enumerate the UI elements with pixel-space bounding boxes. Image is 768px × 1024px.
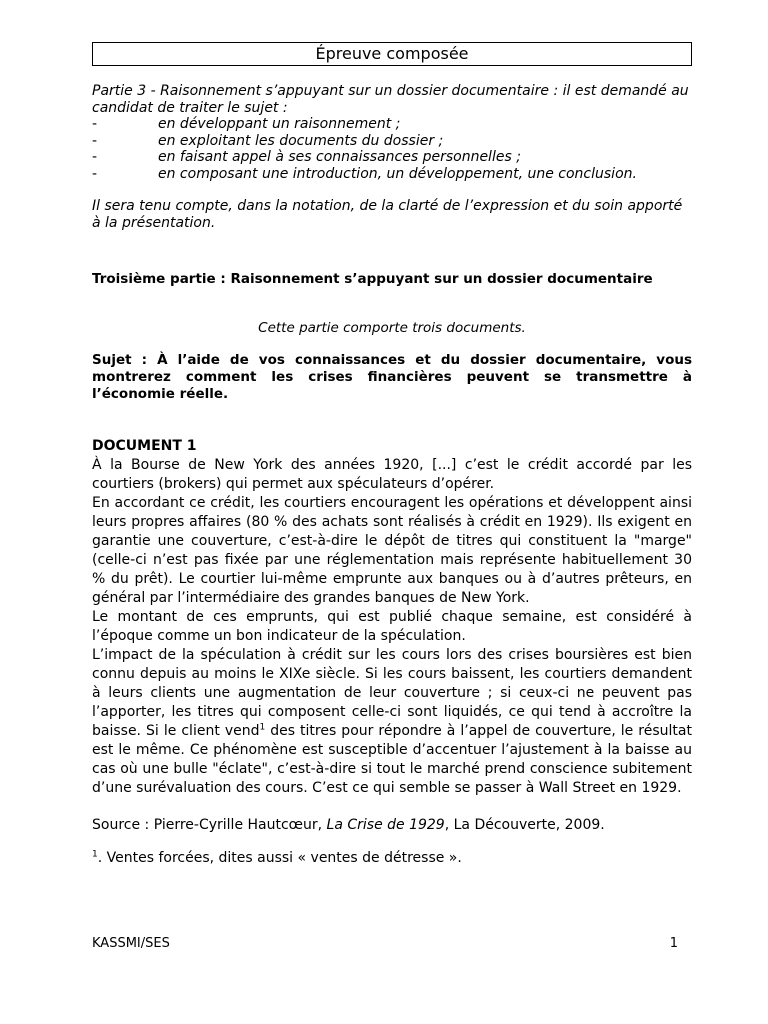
footnote: $^1$. Ventes forcées, dites aussi « ventes de détresse ». [92, 849, 462, 866]
list-item: - en composant une introduction, un développement, une conclusion. [92, 165, 637, 182]
document-1 [92, 437, 692, 868]
page-number: 1 [669, 936, 678, 951]
instructions-list [92, 116, 692, 182]
footnote-ref: 1 [259, 722, 266, 733]
instructions [92, 83, 692, 231]
source-title: La Crise de 1929 [326, 817, 445, 833]
page-content [92, 42, 692, 868]
footer-author: KASSMI/SES [92, 936, 170, 951]
paragraph: En accordant ce crédit, les courtiers encouragent les opérations et développent ainsi leurs propres affaires (80 % des achats sont réalisés à crédit en 1929). Ils exigent en garantie une couverture, c’est-à-dire le dépôt de titres qui constituent la "marge" (celle-ci n’est pas fixée par une réglementation mais représente habituellement 30 % du prêt). Le courtier lui-même emprunte aux banques ou à d’autres prêteurs, en général par l’intermédiaire des grandes banques de New York. [92, 495, 692, 606]
source-citation: Source : Pierre-Cyrille Hautcœur, La Crise de 1929, La Découverte, 2009. [92, 817, 605, 833]
list-item: - en exploitant les documents du dossier ; [92, 132, 444, 149]
page-title: Épreuve composée [92, 42, 692, 66]
list-item: - en développant un raisonnement ; [92, 116, 401, 132]
document-heading: DOCUMENT 1 [92, 438, 197, 454]
paragraph: L’impact de la spéculation à crédit sur les cours lors des crises boursières est bien connu depuis au moins le XIXe siècle. Si les cours baissent, les courtiers demandent à leurs clients une augmentation de leur couverture ; si ceux-ci ne peuvent pas l’apporter, les titres qui composent celle-ci sont liquidés, ce qui tend à accroître la baisse. Si le client vend$^1$ des titres pour répondre à l’appel de couverture, le résultat est le même. Ce phénomène est susceptible d’accentuer l’ajustement à la baisse au cas où une bulle "éclate", c’est-à-dire si tout le marché prend conscience subitement d’une surévaluation des cours. C’est ce qui semble se passer à Wall Street en 1929. [92, 647, 692, 796]
part-intro: Cette partie comporte trois documents. [258, 320, 526, 336]
instructions-note: Il sera tenu compte, dans la notation, de la clarté de l’expression et du soin apporté à la présentation. [92, 198, 683, 231]
instructions-intro: Partie 3 - Raisonnement s’appuyant sur un dossier documentaire : il est demandé au candidat de traiter le sujet : [92, 83, 689, 116]
paragraph: À la Bourse de New York des années 1920, [...] c’est le crédit accordé par les courtiers (brokers) qui permet aux spéculateurs d’opérer. [92, 457, 692, 492]
paragraph: Le montant de ces emprunts, qui est publié chaque semaine, est considéré à l’époque comme un bon indicateur de la spéculation. [92, 609, 692, 644]
subject: Sujet : À l’aide de vos connaissances et du dossier documentaire, vous montrerez comment les crises financières peuvent se transmettre à l’économie réelle. [92, 352, 692, 402]
page-footer [92, 936, 678, 951]
part-heading: Troisième partie : Raisonnement s’appuyant sur un dossier documentaire [92, 271, 653, 287]
list-item: - en faisant appel à ses connaissances personnelles ; [92, 149, 521, 165]
